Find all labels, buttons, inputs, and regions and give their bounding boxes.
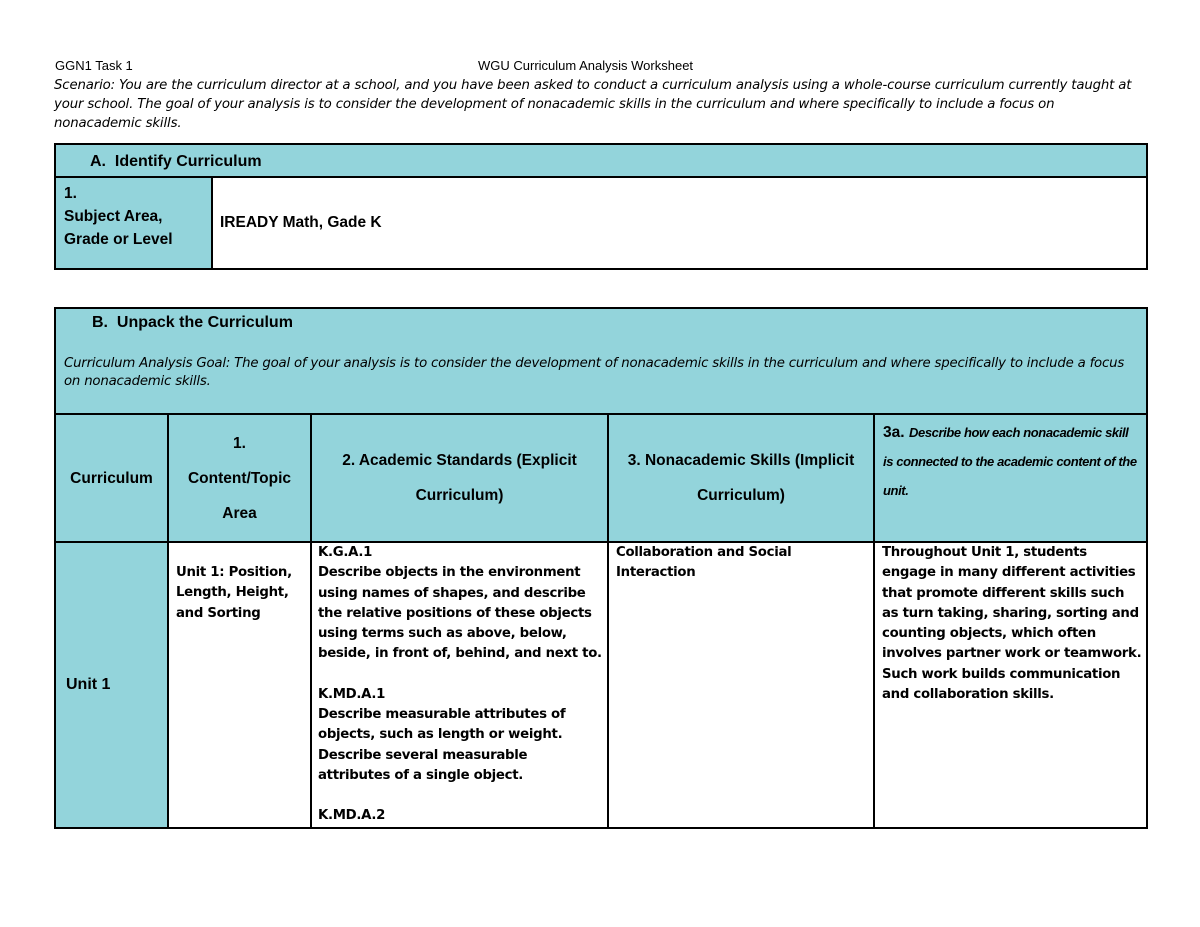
standard-code: K.MD.A.2 xyxy=(318,808,386,824)
description-text: Throughout Unit 1, students engage in many different activities that promote different skills such as turn taking, sharing, sorting and counting objects, which often involves partner work or teamwork. Such work builds communication and collaboration skills. xyxy=(882,545,1142,703)
section-a-title: A. Identify Curriculum xyxy=(90,153,262,170)
grade-level-label: Grade or Level xyxy=(64,231,173,248)
section-b-header xyxy=(55,308,1147,414)
col-header-content: 1. Content/Topic Area xyxy=(168,414,311,542)
skills-cell xyxy=(608,542,874,828)
subject-area-label: Subject Area, xyxy=(64,208,163,225)
section-a-header xyxy=(55,144,1147,177)
unit-cell xyxy=(55,542,168,828)
standards-cell xyxy=(311,542,608,828)
subject-area-value: IREADY Math, Gade K xyxy=(220,214,382,231)
col-header-describe: 3a. Describe how each nonacademic skill is connected to the academic content of the unit. xyxy=(874,414,1147,542)
subject-area-label-cell xyxy=(55,177,212,269)
col-header-academic: 2. Academic Standards (Explicit Curriculum) xyxy=(311,414,608,542)
standard-text: Describe objects in the environment using names of shapes, and describe the relative positions of these objects using terms such as above, below, beside, in front of, behind, and next to. xyxy=(318,565,602,662)
subject-area-value-cell xyxy=(212,177,1147,269)
document-title: WGU Curriculum Analysis Worksheet xyxy=(478,58,694,73)
col-header-nonacademic: 3. Nonacademic Skills (Implicit Curriculum) xyxy=(608,414,874,542)
scenario-text: Scenario: You are the curriculum director at a school, and you have been asked to conduct a curriculum analysis using a whole-course curriculum currently taught at your school. The goal of your analysis is to consider the development of nonacademic skills in the curriculum and where specifically to include a focus on nonacademic skills. xyxy=(54,78,1132,131)
topic-text: Unit 1: Position, Length, Height, and Sorting xyxy=(176,565,292,621)
identify-curriculum-table xyxy=(54,143,1148,270)
analysis-goal: Curriculum Analysis Goal: The goal of your analysis is to consider the development of nonacademic skills in the curriculum and where specifically to include a focus on nonacademic skills. xyxy=(64,356,1125,389)
unpack-curriculum-table xyxy=(54,307,1148,829)
unit-label: Unit 1 xyxy=(66,676,111,693)
topic-cell xyxy=(168,542,311,828)
description-cell xyxy=(874,542,1147,828)
col-header-curriculum: Curriculum xyxy=(55,414,168,542)
skills-text: Collaboration and Social Interaction xyxy=(616,545,792,581)
standard-code: K.G.A.1 xyxy=(318,545,373,560)
task-label: GGN1 Task 1 xyxy=(55,58,133,73)
standard-text: Describe measurable attributes of objects, such as length or weight. Describe several measurable attributes of a single object. xyxy=(318,707,566,783)
row-number: 1. xyxy=(64,185,77,202)
standard-code: K.MD.A.1 xyxy=(318,686,386,702)
section-b-title: B. Unpack the Curriculum xyxy=(92,314,293,331)
